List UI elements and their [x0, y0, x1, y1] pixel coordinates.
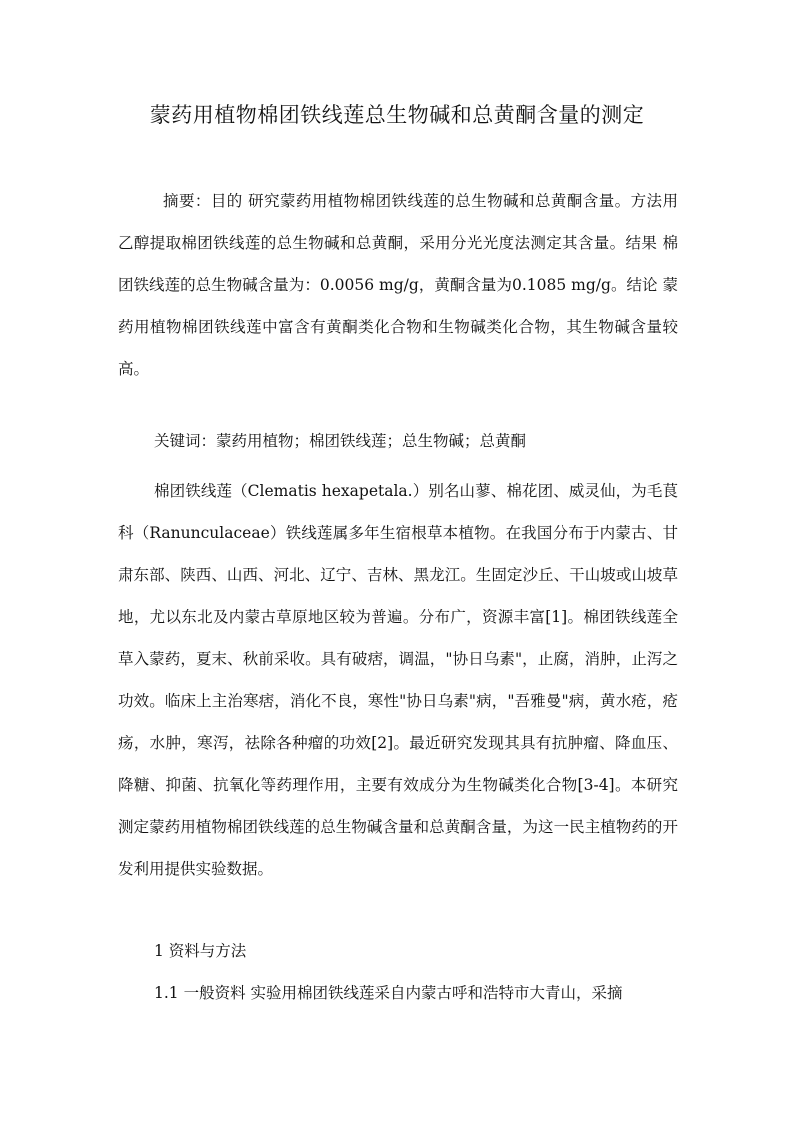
- abstract-paragraph: 摘要：目的 研究蒙药用植物棉团铁线莲的总生物碱和总黄酮含量。方法用乙醇提取棉团铁线莲的总生物碱和总黄酮，采用分光光度法测定其含量。结果 棉团铁线莲的总生物碱含量为：0.0056 mg/g，黄酮含量为0.1085 mg/g。结论 蒙药用植物棉团铁线莲中富含有黄酮类化合物和生物碱类化合物，其生物碱含量较高。: [118, 192, 678, 378]
- section-heading-materials-methods: 1 资料与方法: [154, 942, 247, 960]
- paper-title: 蒙药用植物棉团铁线莲总生物碱和总黄酮含量的测定: [149, 103, 645, 127]
- subsection-general-data: 1.1 一般资料 实验用棉团铁线莲采自内蒙古呼和浩特市大青山，采摘: [154, 984, 623, 1002]
- introduction-paragraph: 棉团铁线莲（Clematis hexapetala.）别名山蓼、棉花团、威灵仙，为毛茛科（Ranunculaceae）铁线莲属多年生宿根草本植物。在我国分布于内蒙古、甘肃东部、陕西、山西、河北、辽宁、吉林、黑龙江。生固定沙丘、干山坡或山坡草地，尤以东北及内蒙古草原地区较为普遍。分布广，资源丰富[1]。棉团铁线莲全草入蒙药，夏末、秋前采收。具有破痞，调温，"协日乌素"，止腐，消肿，止泻之功效。临床上主治寒痞，消化不良，寒性"协日乌素"病，"吾雅曼"病，黄水疮，疮疡，水肿，寒泻，祛除各种瘤的功效[2]。最近研究发现其具有抗肿瘤、降血压、降糖、抑菌、抗氧化等药理作用，主要有效成分为生物碱类化合物[3-4]。本研究测定蒙药用植物棉团铁线莲的总生物碱含量和总黄酮含量，为这一民主植物药的开发利用提供实验数据。: [118, 482, 678, 878]
- keywords-line: 关键词：蒙药用植物；棉团铁线莲；总生物碱；总黄酮: [154, 432, 527, 450]
